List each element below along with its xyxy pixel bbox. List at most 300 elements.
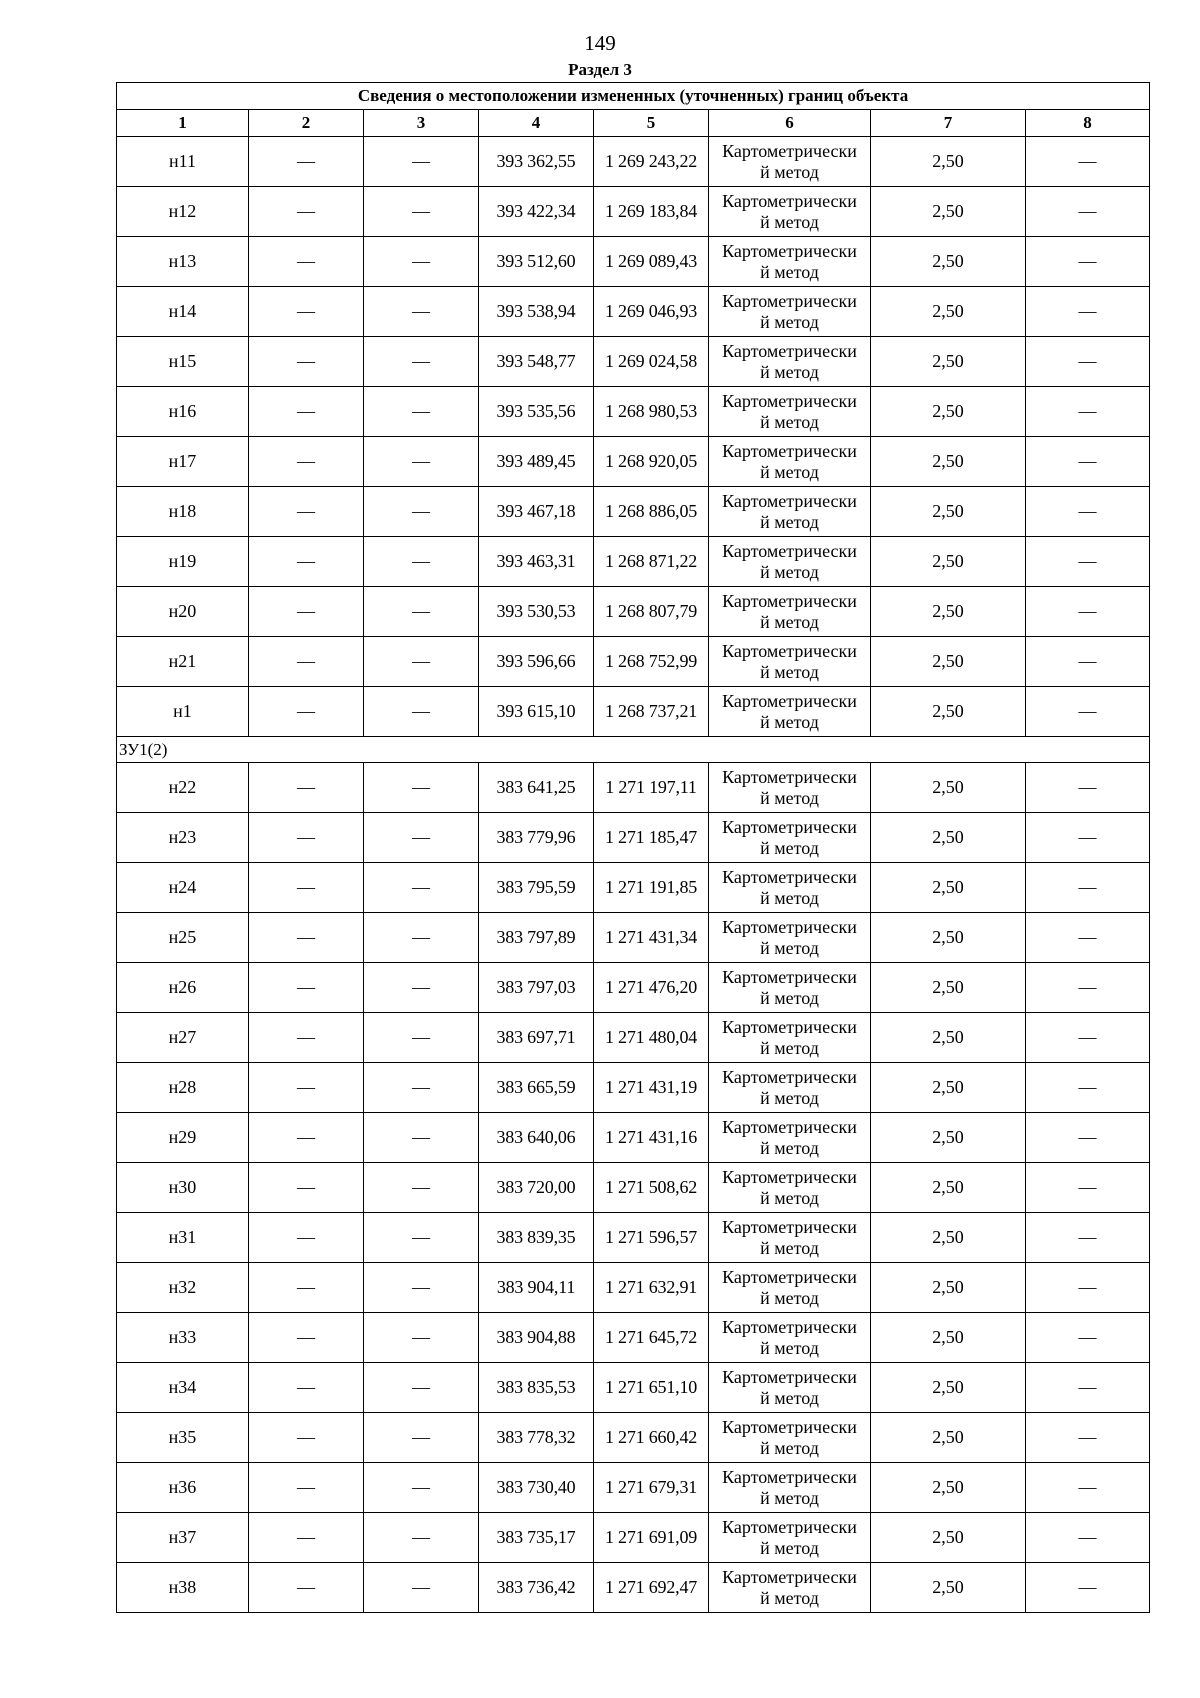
coord-y-cell: 1 271 679,31	[594, 1463, 709, 1513]
method-line-1: Картометрически	[722, 866, 857, 887]
method-line-2: й метод	[760, 1287, 819, 1308]
accuracy-cell: 2,50	[871, 1413, 1026, 1463]
table-row	[117, 1163, 1150, 1213]
coord-y-cell: 1 271 185,47	[594, 813, 709, 863]
accuracy-cell: 2,50	[871, 637, 1026, 687]
method-cell	[709, 1513, 871, 1563]
accuracy-cell: 2,50	[871, 187, 1026, 237]
accuracy-cell: 2,50	[871, 587, 1026, 637]
col8-cell: —	[1026, 763, 1150, 813]
method-line-1: Картометрически	[722, 390, 857, 411]
accuracy-cell: 2,50	[871, 1113, 1026, 1163]
method-cell	[709, 1113, 871, 1163]
method-cell	[709, 1413, 871, 1463]
coord-y-cell: 1 268 980,53	[594, 387, 709, 437]
col3-cell: —	[364, 1413, 479, 1463]
point-name-cell: н29	[117, 1113, 249, 1163]
method-line-1: Картометрически	[722, 1516, 857, 1537]
coord-x-cell: 383 797,03	[479, 963, 594, 1013]
method-cell	[709, 337, 871, 387]
accuracy-cell: 2,50	[871, 137, 1026, 187]
method-line-1: Картометрически	[722, 590, 857, 611]
table-caption: Сведения о местоположении измененных (уточненных) границ объекта	[117, 83, 1150, 110]
coord-y-cell: 1 268 920,05	[594, 437, 709, 487]
coord-x-cell: 393 422,34	[479, 187, 594, 237]
col3-cell: —	[364, 963, 479, 1013]
accuracy-cell: 2,50	[871, 437, 1026, 487]
table-row	[117, 337, 1150, 387]
method-line-2: й метод	[760, 1337, 819, 1358]
method-line-1: Картометрически	[722, 1016, 857, 1037]
col8-cell: —	[1026, 137, 1150, 187]
method-line-2: й метод	[760, 611, 819, 632]
method-line-1: Картометрически	[722, 640, 857, 661]
method-cell	[709, 863, 871, 913]
method-line-1: Картометрически	[722, 240, 857, 261]
table-row	[117, 537, 1150, 587]
method-line-2: й метод	[760, 1187, 819, 1208]
col3-cell: —	[364, 913, 479, 963]
coord-y-cell: 1 271 596,57	[594, 1213, 709, 1263]
table-row	[117, 1463, 1150, 1513]
col2-cell: —	[249, 1163, 364, 1213]
coord-y-cell: 1 269 046,93	[594, 287, 709, 337]
col8-cell: —	[1026, 687, 1150, 737]
col8-cell: —	[1026, 1113, 1150, 1163]
col8-cell: —	[1026, 1313, 1150, 1363]
col8-cell: —	[1026, 913, 1150, 963]
table-row	[117, 587, 1150, 637]
column-number: 1	[117, 110, 249, 137]
col3-cell: —	[364, 813, 479, 863]
table-row	[117, 137, 1150, 187]
method-line-1: Картометрически	[722, 766, 857, 787]
method-line-1: Картометрически	[722, 1316, 857, 1337]
column-number: 3	[364, 110, 479, 137]
col8-cell: —	[1026, 1213, 1150, 1263]
method-cell	[709, 1313, 871, 1363]
point-name-cell: н32	[117, 1263, 249, 1313]
method-line-1: Картометрически	[722, 966, 857, 987]
method-line-2: й метод	[760, 887, 819, 908]
coord-x-cell: 383 839,35	[479, 1213, 594, 1263]
col2-cell: —	[249, 537, 364, 587]
coord-y-cell: 1 271 197,11	[594, 763, 709, 813]
coord-y-cell: 1 269 024,58	[594, 337, 709, 387]
col3-cell: —	[364, 1013, 479, 1063]
accuracy-cell: 2,50	[871, 763, 1026, 813]
coord-x-cell: 383 735,17	[479, 1513, 594, 1563]
coord-x-cell: 393 615,10	[479, 687, 594, 737]
point-name-cell: н23	[117, 813, 249, 863]
method-line-1: Картометрически	[722, 1166, 857, 1187]
method-line-1: Картометрически	[722, 1216, 857, 1237]
col8-cell: —	[1026, 1463, 1150, 1513]
method-cell	[709, 1263, 871, 1313]
method-line-2: й метод	[760, 1237, 819, 1258]
col2-cell: —	[249, 1213, 364, 1263]
table-body	[117, 83, 1150, 1613]
accuracy-cell: 2,50	[871, 237, 1026, 287]
table-row	[117, 1013, 1150, 1063]
col3-cell: —	[364, 437, 479, 487]
accuracy-cell: 2,50	[871, 963, 1026, 1013]
accuracy-cell: 2,50	[871, 337, 1026, 387]
coord-y-cell: 1 271 476,20	[594, 963, 709, 1013]
col2-cell: —	[249, 237, 364, 287]
method-line-2: й метод	[760, 511, 819, 532]
table-row	[117, 1063, 1150, 1113]
method-line-2: й метод	[760, 661, 819, 682]
section-title: Раздел 3	[568, 60, 632, 79]
table-row	[117, 187, 1150, 237]
coord-y-cell: 1 268 737,21	[594, 687, 709, 737]
point-name-cell: н25	[117, 913, 249, 963]
col2-cell: —	[249, 1563, 364, 1613]
table-row	[117, 1413, 1150, 1463]
coord-y-cell: 1 271 431,16	[594, 1113, 709, 1163]
group-label: ЗУ1(2)	[117, 737, 1150, 763]
accuracy-cell: 2,50	[871, 387, 1026, 437]
col3-cell: —	[364, 487, 479, 537]
table-row	[117, 287, 1150, 337]
method-line-2: й метод	[760, 987, 819, 1008]
table-row	[117, 1263, 1150, 1313]
table-row	[117, 1513, 1150, 1563]
table-row	[117, 437, 1150, 487]
coord-x-cell: 383 665,59	[479, 1063, 594, 1113]
col2-cell: —	[249, 137, 364, 187]
column-number: 5	[594, 110, 709, 137]
accuracy-cell: 2,50	[871, 1163, 1026, 1213]
point-name-cell: н24	[117, 863, 249, 913]
method-cell	[709, 187, 871, 237]
col2-cell: —	[249, 1063, 364, 1113]
method-line-1: Картометрически	[722, 140, 857, 161]
coord-x-cell: 393 467,18	[479, 487, 594, 537]
method-line-1: Картометрически	[722, 1116, 857, 1137]
column-number: 6	[709, 110, 871, 137]
coord-x-cell: 383 697,71	[479, 1013, 594, 1063]
coord-y-cell: 1 271 692,47	[594, 1563, 709, 1613]
method-line-2: й метод	[760, 261, 819, 282]
coord-y-cell: 1 271 431,19	[594, 1063, 709, 1113]
coord-x-cell: 383 795,59	[479, 863, 594, 913]
column-number: 8	[1026, 110, 1150, 137]
col8-cell: —	[1026, 1363, 1150, 1413]
col3-cell: —	[364, 1113, 479, 1163]
col3-cell: —	[364, 187, 479, 237]
coord-x-cell: 383 641,25	[479, 763, 594, 813]
point-name-cell: н36	[117, 1463, 249, 1513]
table-row	[117, 863, 1150, 913]
col3-cell: —	[364, 387, 479, 437]
col3-cell: —	[364, 1513, 479, 1563]
coord-y-cell: 1 271 632,91	[594, 1263, 709, 1313]
point-name-cell: н17	[117, 437, 249, 487]
coord-y-cell: 1 269 183,84	[594, 187, 709, 237]
col8-cell: —	[1026, 537, 1150, 587]
col8-cell: —	[1026, 387, 1150, 437]
column-number: 7	[871, 110, 1026, 137]
col2-cell: —	[249, 437, 364, 487]
method-line-1: Картометрически	[722, 1266, 857, 1287]
col3-cell: —	[364, 1163, 479, 1213]
table-row	[117, 763, 1150, 813]
table-row	[117, 387, 1150, 437]
table-row	[117, 1313, 1150, 1363]
accuracy-cell: 2,50	[871, 687, 1026, 737]
accuracy-cell: 2,50	[871, 1013, 1026, 1063]
method-cell	[709, 1463, 871, 1513]
coord-x-cell: 393 489,45	[479, 437, 594, 487]
method-cell	[709, 387, 871, 437]
coord-y-cell: 1 271 191,85	[594, 863, 709, 913]
col2-cell: —	[249, 1413, 364, 1463]
point-name-cell: н33	[117, 1313, 249, 1363]
coord-y-cell: 1 268 807,79	[594, 587, 709, 637]
point-name-cell: н12	[117, 187, 249, 237]
method-line-1: Картометрически	[722, 290, 857, 311]
method-line-2: й метод	[760, 1487, 819, 1508]
accuracy-cell: 2,50	[871, 1563, 1026, 1613]
accuracy-cell: 2,50	[871, 1313, 1026, 1363]
method-line-2: й метод	[760, 937, 819, 958]
col8-cell: —	[1026, 963, 1150, 1013]
coord-x-cell: 393 362,55	[479, 137, 594, 187]
col2-cell: —	[249, 913, 364, 963]
method-line-1: Картометрически	[722, 1066, 857, 1087]
method-cell	[709, 963, 871, 1013]
method-cell	[709, 1163, 871, 1213]
point-name-cell: н27	[117, 1013, 249, 1063]
point-name-cell: н30	[117, 1163, 249, 1213]
table-row	[117, 237, 1150, 287]
col2-cell: —	[249, 487, 364, 537]
method-cell	[709, 437, 871, 487]
coord-x-cell: 383 797,89	[479, 913, 594, 963]
method-cell	[709, 137, 871, 187]
col2-cell: —	[249, 763, 364, 813]
col3-cell: —	[364, 237, 479, 287]
col2-cell: —	[249, 387, 364, 437]
table-row	[117, 1113, 1150, 1163]
col3-cell: —	[364, 637, 479, 687]
col2-cell: —	[249, 1463, 364, 1513]
coord-y-cell: 1 271 660,42	[594, 1413, 709, 1463]
col8-cell: —	[1026, 337, 1150, 387]
coord-x-cell: 393 538,94	[479, 287, 594, 337]
method-line-2: й метод	[760, 1037, 819, 1058]
col8-cell: —	[1026, 813, 1150, 863]
coord-x-cell: 383 720,00	[479, 1163, 594, 1213]
point-name-cell: н31	[117, 1213, 249, 1263]
point-name-cell: н26	[117, 963, 249, 1013]
table-row	[117, 1213, 1150, 1263]
method-cell	[709, 1063, 871, 1113]
accuracy-cell: 2,50	[871, 1213, 1026, 1263]
point-name-cell: н14	[117, 287, 249, 337]
method-cell	[709, 1563, 871, 1613]
method-cell	[709, 287, 871, 337]
col2-cell: —	[249, 1113, 364, 1163]
col3-cell: —	[364, 863, 479, 913]
table-row	[117, 687, 1150, 737]
coord-y-cell: 1 271 691,09	[594, 1513, 709, 1563]
column-number: 2	[249, 110, 364, 137]
coord-x-cell: 393 535,56	[479, 387, 594, 437]
col2-cell: —	[249, 637, 364, 687]
method-line-1: Картометрически	[722, 1566, 857, 1587]
page-number: 149	[584, 31, 616, 55]
col2-cell: —	[249, 687, 364, 737]
point-name-cell: н37	[117, 1513, 249, 1563]
point-name-cell: н21	[117, 637, 249, 687]
point-name-cell: н35	[117, 1413, 249, 1463]
coord-x-cell: 383 640,06	[479, 1113, 594, 1163]
method-line-2: й метод	[760, 361, 819, 382]
table-row	[117, 813, 1150, 863]
method-line-1: Картометрически	[722, 1466, 857, 1487]
method-line-1: Картометрически	[722, 916, 857, 937]
accuracy-cell: 2,50	[871, 487, 1026, 537]
point-name-cell: н20	[117, 587, 249, 637]
method-cell	[709, 537, 871, 587]
accuracy-cell: 2,50	[871, 863, 1026, 913]
coord-y-cell: 1 268 871,22	[594, 537, 709, 587]
method-cell	[709, 763, 871, 813]
point-name-cell: н34	[117, 1363, 249, 1413]
accuracy-cell: 2,50	[871, 287, 1026, 337]
accuracy-cell: 2,50	[871, 813, 1026, 863]
coord-x-cell: 393 512,60	[479, 237, 594, 287]
column-number-row	[117, 110, 1150, 137]
col2-cell: —	[249, 1363, 364, 1413]
coord-y-cell: 1 269 089,43	[594, 237, 709, 287]
col8-cell: —	[1026, 1563, 1150, 1613]
col3-cell: —	[364, 1363, 479, 1413]
table-row	[117, 1363, 1150, 1413]
method-line-2: й метод	[760, 1087, 819, 1108]
col3-cell: —	[364, 1563, 479, 1613]
method-line-1: Картометрически	[722, 440, 857, 461]
method-cell	[709, 1013, 871, 1063]
table-row	[117, 1563, 1150, 1613]
table-caption-row	[117, 83, 1150, 110]
col8-cell: —	[1026, 287, 1150, 337]
col8-cell: —	[1026, 587, 1150, 637]
col2-cell: —	[249, 863, 364, 913]
col2-cell: —	[249, 813, 364, 863]
table-row	[117, 637, 1150, 687]
col3-cell: —	[364, 337, 479, 387]
col2-cell: —	[249, 963, 364, 1013]
col2-cell: —	[249, 1013, 364, 1063]
coord-x-cell: 383 730,40	[479, 1463, 594, 1513]
method-line-2: й метод	[760, 1437, 819, 1458]
method-line-1: Картометрически	[722, 540, 857, 561]
column-number: 4	[479, 110, 594, 137]
col3-cell: —	[364, 287, 479, 337]
method-line-2: й метод	[760, 211, 819, 232]
col8-cell: —	[1026, 863, 1150, 913]
method-line-2: й метод	[760, 1537, 819, 1558]
coord-x-cell: 383 904,88	[479, 1313, 594, 1363]
point-name-cell: н11	[117, 137, 249, 187]
col2-cell: —	[249, 1263, 364, 1313]
method-line-2: й метод	[760, 1387, 819, 1408]
coord-y-cell: 1 271 645,72	[594, 1313, 709, 1363]
method-line-2: й метод	[760, 411, 819, 432]
point-name-cell: н22	[117, 763, 249, 813]
method-cell	[709, 587, 871, 637]
point-name-cell: н18	[117, 487, 249, 537]
col2-cell: —	[249, 1513, 364, 1563]
method-line-1: Картометрически	[722, 340, 857, 361]
method-line-2: й метод	[760, 161, 819, 182]
coord-y-cell: 1 271 508,62	[594, 1163, 709, 1213]
method-line-2: й метод	[760, 1587, 819, 1608]
col3-cell: —	[364, 1263, 479, 1313]
method-line-1: Картометрически	[722, 690, 857, 711]
coord-x-cell: 393 596,66	[479, 637, 594, 687]
method-cell	[709, 487, 871, 537]
col3-cell: —	[364, 687, 479, 737]
col3-cell: —	[364, 1463, 479, 1513]
coord-x-cell: 393 530,53	[479, 587, 594, 637]
table-row	[117, 487, 1150, 537]
point-name-cell: н16	[117, 387, 249, 437]
col8-cell: —	[1026, 437, 1150, 487]
point-name-cell: н28	[117, 1063, 249, 1113]
accuracy-cell: 2,50	[871, 1513, 1026, 1563]
method-cell	[709, 637, 871, 687]
method-cell	[709, 1363, 871, 1413]
coord-y-cell: 1 268 752,99	[594, 637, 709, 687]
accuracy-cell: 2,50	[871, 1363, 1026, 1413]
col3-cell: —	[364, 537, 479, 587]
boundary-coordinates-table	[116, 82, 1150, 1613]
col3-cell: —	[364, 763, 479, 813]
method-line-2: й метод	[760, 1137, 819, 1158]
col3-cell: —	[364, 1213, 479, 1263]
point-name-cell: н1	[117, 687, 249, 737]
col2-cell: —	[249, 287, 364, 337]
method-line-1: Картометрически	[722, 490, 857, 511]
accuracy-cell: 2,50	[871, 1063, 1026, 1113]
method-cell	[709, 237, 871, 287]
method-line-2: й метод	[760, 711, 819, 732]
method-cell	[709, 687, 871, 737]
coord-x-cell: 383 779,96	[479, 813, 594, 863]
col8-cell: —	[1026, 487, 1150, 537]
col8-cell: —	[1026, 1013, 1150, 1063]
col8-cell: —	[1026, 1163, 1150, 1213]
col3-cell: —	[364, 1063, 479, 1113]
col2-cell: —	[249, 587, 364, 637]
point-name-cell: н38	[117, 1563, 249, 1613]
accuracy-cell: 2,50	[871, 1463, 1026, 1513]
point-name-cell: н15	[117, 337, 249, 387]
col3-cell: —	[364, 587, 479, 637]
method-line-2: й метод	[760, 787, 819, 808]
method-line-2: й метод	[760, 461, 819, 482]
accuracy-cell: 2,50	[871, 1263, 1026, 1313]
method-cell	[709, 913, 871, 963]
coord-x-cell: 383 835,53	[479, 1363, 594, 1413]
point-name-cell: н19	[117, 537, 249, 587]
coord-x-cell: 393 548,77	[479, 337, 594, 387]
